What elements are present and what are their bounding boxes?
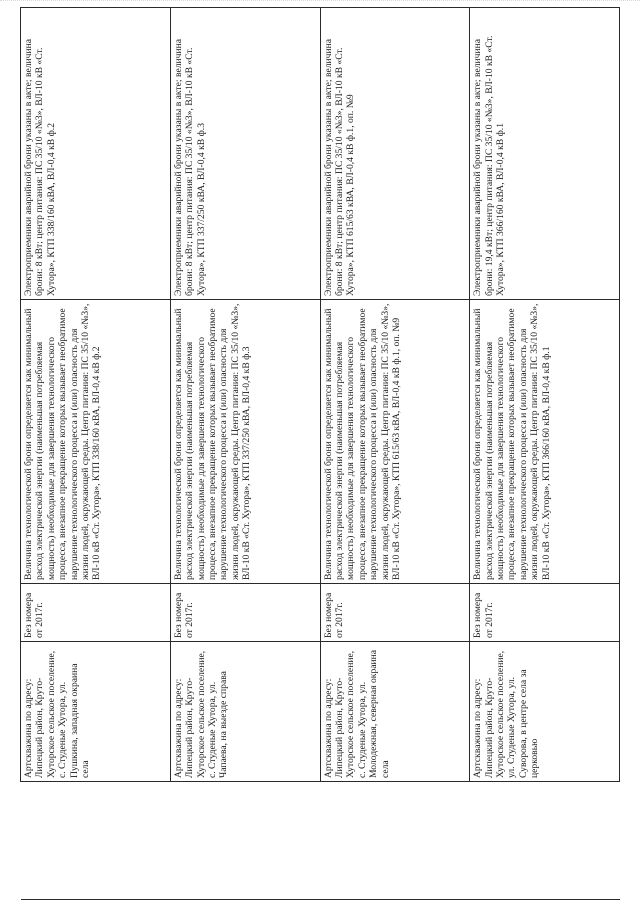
address-cell: Артскважина по адресу: Липецкий район, Круто-Хуторское сельское поселение, с. Студеные Хутора, ул. Чапаева, на выезде справа bbox=[170, 642, 320, 782]
description-cell: Величина технологической брони определяется как минимальный расход электрической энергии (наименьшая потребляемая мощность) необходимые для завершения технологического процесса, внезапное прекращение которых вызывает необратимое нарушение технологического процесса и (или) опасность для жизни людей, окружающей среды. Центр питания: ПС 35/10 «№3», ВЛ-10 кВ «Ст. Хутора», КТП 338/160 кВА, ВЛ-0,4 кВ ф.2 bbox=[21, 300, 171, 584]
scan-top-edge bbox=[0, 0, 640, 5]
number-cell: Без номера от 2017г. bbox=[21, 584, 171, 642]
empty-cell bbox=[320, 782, 470, 900]
rotated-page bbox=[20, 8, 620, 900]
armor-table bbox=[20, 7, 620, 900]
empty-cell bbox=[170, 782, 320, 900]
accident-cell: Электроприемники аварийной брони указаны в акте; величина брони: 8 кВт; центр питания: ПС 35/10 «№3», ВЛ-10 кВ «Ст. Хутора», КТП 615/63 кВА, ВЛ-0,4 кВ ф.1, оп. №9 bbox=[320, 8, 470, 300]
table-row bbox=[470, 8, 620, 900]
number-cell: Без номера от 2017г. bbox=[320, 584, 470, 642]
number-cell: Без номера от 2017г. bbox=[470, 584, 620, 642]
table-row bbox=[170, 8, 320, 900]
number-cell: Без номера от 2017г. bbox=[170, 584, 320, 642]
address-cell: Артскважина по адресу: Липецкий район, Круто-Хуторское сельское поселение, с. Студеные Хутора, ул. Молодежная, северная окраина села bbox=[320, 642, 470, 782]
description-cell: Величина технологической брони определяется как минимальный расход электрической энергии (наименьшая потребляемая мощность) необходимые для завершения технологического процесса, внезапное прекращение которых вызывает необратимое нарушение технологического процесса и (или) опасность для жизни людей, окружающей среды. Центр питания: ПС 35/10 «№3», ВЛ-10 кВ «Ст. Хутора», КТП 366/160 кВА, ВЛ-0,4 кВ ф.1 bbox=[470, 300, 620, 584]
description-cell: Величина технологической брони определяется как минимальный расход электрической энергии (наименьшая потребляемая мощность) необходимые для завершения технологического процесса, внезапное прекращение которых вызывает необратимое нарушение технологического процесса и (или) опасность для жизни людей, окружающей среды. Центр питания: ПС 35/10 «№3», ВЛ-10 кВ «Ст. Хутора», КТП 615/63 кВА, ВЛ-0,4 кВ ф.1, оп. №9 bbox=[320, 300, 470, 584]
accident-cell: Электроприемники аварийной брони указаны в акте; величина брони: 8 кВт; центр питания: ПС 35/10 «№3», ВЛ-10 кВ «Ст. Хутора», КТП 337/250 кВА, ВЛ-0,4 кВ ф.3 bbox=[170, 8, 320, 300]
table-row bbox=[21, 8, 171, 900]
description-cell: Величина технологической брони определяется как минимальный расход электрической энергии (наименьшая потребляемая мощность) необходимые для завершения технологического процесса, внезапное прекращение которых вызывает необратимое нарушение технологического процесса и (или) опасность для жизни людей, окружающей среды. Центр питания: ПС 35/10 «№3», ВЛ-10 кВ «Ст. Хутора», КТП 337/250 кВА, ВЛ-0,4 кВ ф.3 bbox=[170, 300, 320, 584]
address-cell: Артскважина по адресу: Липецкий район, Круто-Хуторское сельское поселение, ул. Студеные Хутора, ул. Суворова, в центре села за церковью bbox=[470, 642, 620, 782]
empty-cell bbox=[21, 782, 171, 900]
accident-cell: Электроприемники аварийной брони указаны в акте; величина брони: 8 кВт; центр питания: ПС 35/10 «№3», ВЛ-10 кВ «Ст. Хутора», КТП 338/160 кВА, ВЛ-0,4 кВ ф.2 bbox=[21, 8, 171, 300]
landscape-table-wrapper bbox=[20, 8, 620, 900]
address-cell: Артскважина по адресу: Липецкий район, Круто-Хуторское сельское поселение, с. Студеные Хутора, ул. Пушкина, западная окраина села bbox=[21, 642, 171, 782]
table-row bbox=[320, 8, 470, 900]
accident-cell: Электроприемники аварийной брони указаны в акте; величина брони: 19,4 кВт; центр питания: ПС 35/10 «№3», ВЛ-10 кВ «Ст. Хутора», КТП 366/160 кВА, ВЛ-0,4 кВ ф.1 bbox=[470, 8, 620, 300]
empty-cell bbox=[470, 782, 620, 900]
